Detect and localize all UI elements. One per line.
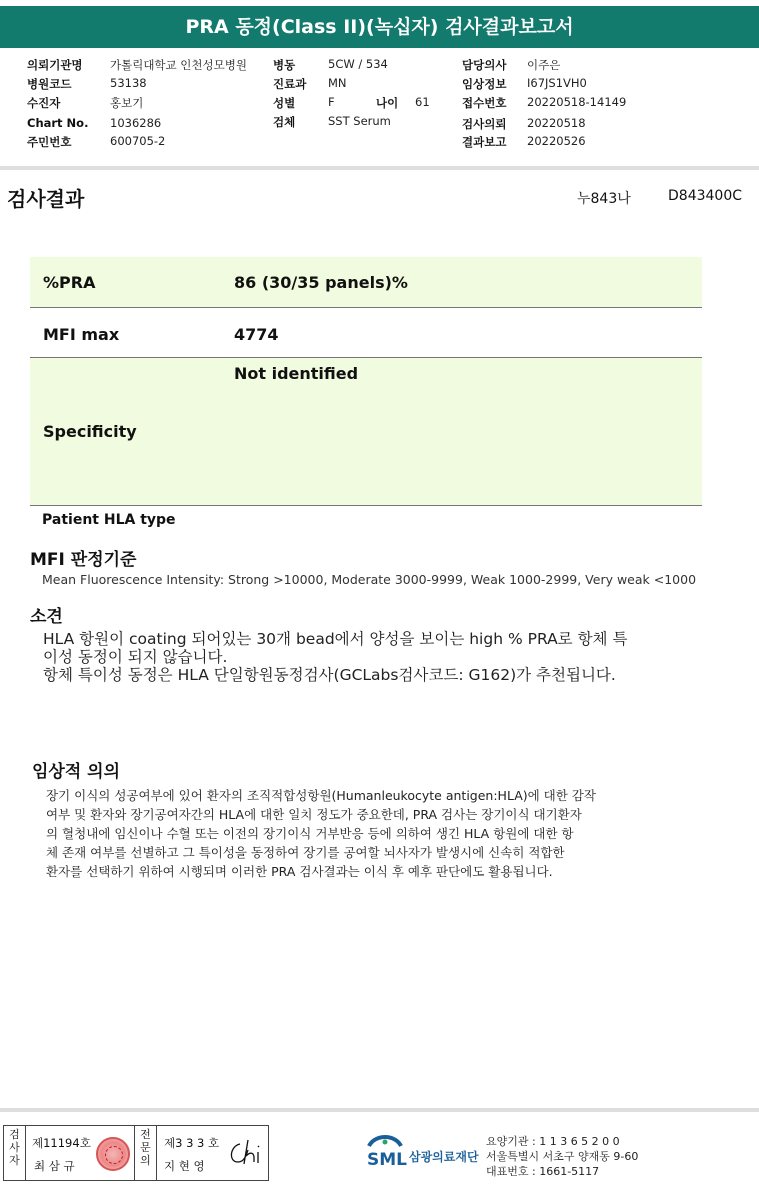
- info-label-ward: 병동: [273, 58, 296, 72]
- info-value-sex: F: [328, 95, 335, 109]
- info-value-chart-no: 1036286: [110, 116, 162, 130]
- info-value-patient: 홍보기: [110, 96, 144, 110]
- contact-line: 서울특별시 서초구 양재동 9-60: [486, 1150, 639, 1163]
- info-label-chart-no: Chart No.: [27, 116, 89, 130]
- info-label-specimen: 검체: [273, 115, 296, 129]
- row-value-specificity: Not identified: [234, 364, 359, 383]
- table-row-mfi-max: [30, 308, 702, 358]
- info-value-ward: 5CW / 534: [328, 57, 388, 71]
- patient-hla-type: Patient HLA type: [42, 512, 176, 528]
- contact-line: 요양기관 : 1 1 3 6 5 2 0 0: [486, 1135, 620, 1148]
- info-value-clinical-info: I67JS1VH0: [527, 76, 587, 90]
- opinion-line: HLA 항원이 coating 되어있는 30개 bead에서 양성을 보이는 high % PRA로 항체 특: [43, 630, 628, 648]
- info-value-department: MN: [328, 76, 347, 90]
- result-heading: 검사결과: [7, 187, 85, 211]
- clinical-line: 장기 이식의 성공여부에 있어 환자의 조직적합성항원(Humanleukocyte antigen:HLA)에 대한 감작: [46, 788, 596, 803]
- patient-info: [0, 52, 759, 166]
- clinical-line: 여부 및 환자와 장기공여자간의 HLA에 대한 일치 정도가 중요한데, PRA 검사는 장기이식 대기환자: [46, 807, 582, 822]
- logo-text: SML: [367, 1150, 407, 1170]
- info-label-request-date: 검사의뢰: [462, 117, 507, 131]
- info-label-age: 나이: [376, 96, 399, 110]
- contact-info: [486, 1134, 638, 1179]
- mfi-criteria: Mean Fluorescence Intensity: Strong >10000, Moderate 3000-9999, Weak 1000-2999, Very weak <1000: [42, 572, 697, 587]
- info-label-sex: 성별: [273, 96, 296, 110]
- signature-box: [3, 1125, 269, 1181]
- opinion-line: 이성 동정이 되지 않습니다.: [43, 648, 228, 666]
- info-label-hospital-code: 병원코드: [27, 77, 72, 91]
- mfi-heading: MFI 판정기준: [30, 550, 137, 570]
- info-label-institution: 의뢰기관명: [27, 58, 83, 72]
- info-value-report-date: 20220526: [527, 134, 586, 148]
- row-value-pra: 86 (30/35 panels)%: [234, 273, 408, 292]
- clinical-line: 환자를 선택하기 위하여 시행되며 이러한 PRA 검사결과는 이식 후 예후 판단에도 활용됩니다.: [46, 864, 553, 879]
- clinical-heading: 임상적 의의: [32, 762, 121, 782]
- info-label-resident-no: 주민번호: [27, 135, 72, 149]
- test-code-kr: 누843나: [577, 191, 631, 207]
- info-value-resident-no: 600705-2: [110, 134, 166, 148]
- info-label-department: 진료과: [273, 77, 307, 91]
- table-row-pra: [30, 257, 702, 308]
- clinical-line: 의 혈청내에 임신이나 수혈 또는 이전의 장기이식 거부반응 등에 의하여 생긴 HLA 항원에 대한 항: [46, 826, 574, 841]
- seal-stamp-icon: [96, 1137, 130, 1171]
- report-title: PRA 동정(Class II)(녹십자) 검사결과보고서: [0, 6, 759, 48]
- row-label-specificity: Specificity: [43, 422, 137, 441]
- info-value-doctor: 이주은: [527, 58, 561, 72]
- contact-line: 대표번호 : 1661-5117: [486, 1165, 600, 1178]
- test-code: D843400C: [668, 188, 742, 204]
- info-value-age: 61: [415, 95, 430, 109]
- info-label-report-date: 결과보고: [462, 135, 507, 149]
- specialist-label: 전 문 의: [135, 1126, 157, 1180]
- footer-divider: [0, 1108, 759, 1112]
- examiner-label: 검 사 자: [4, 1126, 26, 1180]
- info-label-patient: 수진자: [27, 96, 61, 110]
- clinical-line: 체 존재 여부를 선별하고 그 특이성을 동정하여 장기를 공여할 뇌사자가 발생시에 신속히 적합한: [46, 845, 565, 860]
- row-label-mfi-max: MFI max: [43, 325, 120, 344]
- info-label-doctor: 담당의사: [462, 58, 507, 72]
- info-label-receipt-no: 접수번호: [462, 96, 507, 110]
- header-divider: [0, 166, 759, 170]
- examiner-license-no: 제11194호: [32, 1136, 91, 1150]
- opinion-text: [43, 630, 723, 684]
- info-value-institution: 가톨릭대학교 인천성모병원: [110, 58, 247, 72]
- specialist-license-no: 제3 3 3 호: [164, 1136, 220, 1150]
- info-label-clinical-info: 임상정보: [462, 77, 507, 91]
- table-row-specificity: [30, 358, 702, 506]
- opinion-line: 항체 특이성 동정은 HLA 단일항원동정검사(GCLabs검사코드: G162)가 추천됩니다.: [43, 666, 616, 684]
- examiner-name: 최 삼 규: [34, 1159, 75, 1173]
- clinical-text: [46, 786, 686, 881]
- specialist-name: 지 현 영: [164, 1159, 205, 1173]
- opinion-heading: 소견: [30, 607, 63, 627]
- organization-name: 삼광의료재단: [409, 1150, 479, 1164]
- info-value-receipt-no: 20220518-14149: [527, 95, 627, 109]
- info-value-request-date: 20220518: [527, 116, 586, 130]
- row-label-pra: %PRA: [43, 273, 96, 292]
- signature-icon: [226, 1136, 266, 1170]
- info-value-specimen: SST Serum: [328, 114, 391, 128]
- row-value-mfi-max: 4774: [234, 325, 279, 344]
- info-value-hospital-code: 53138: [110, 76, 147, 90]
